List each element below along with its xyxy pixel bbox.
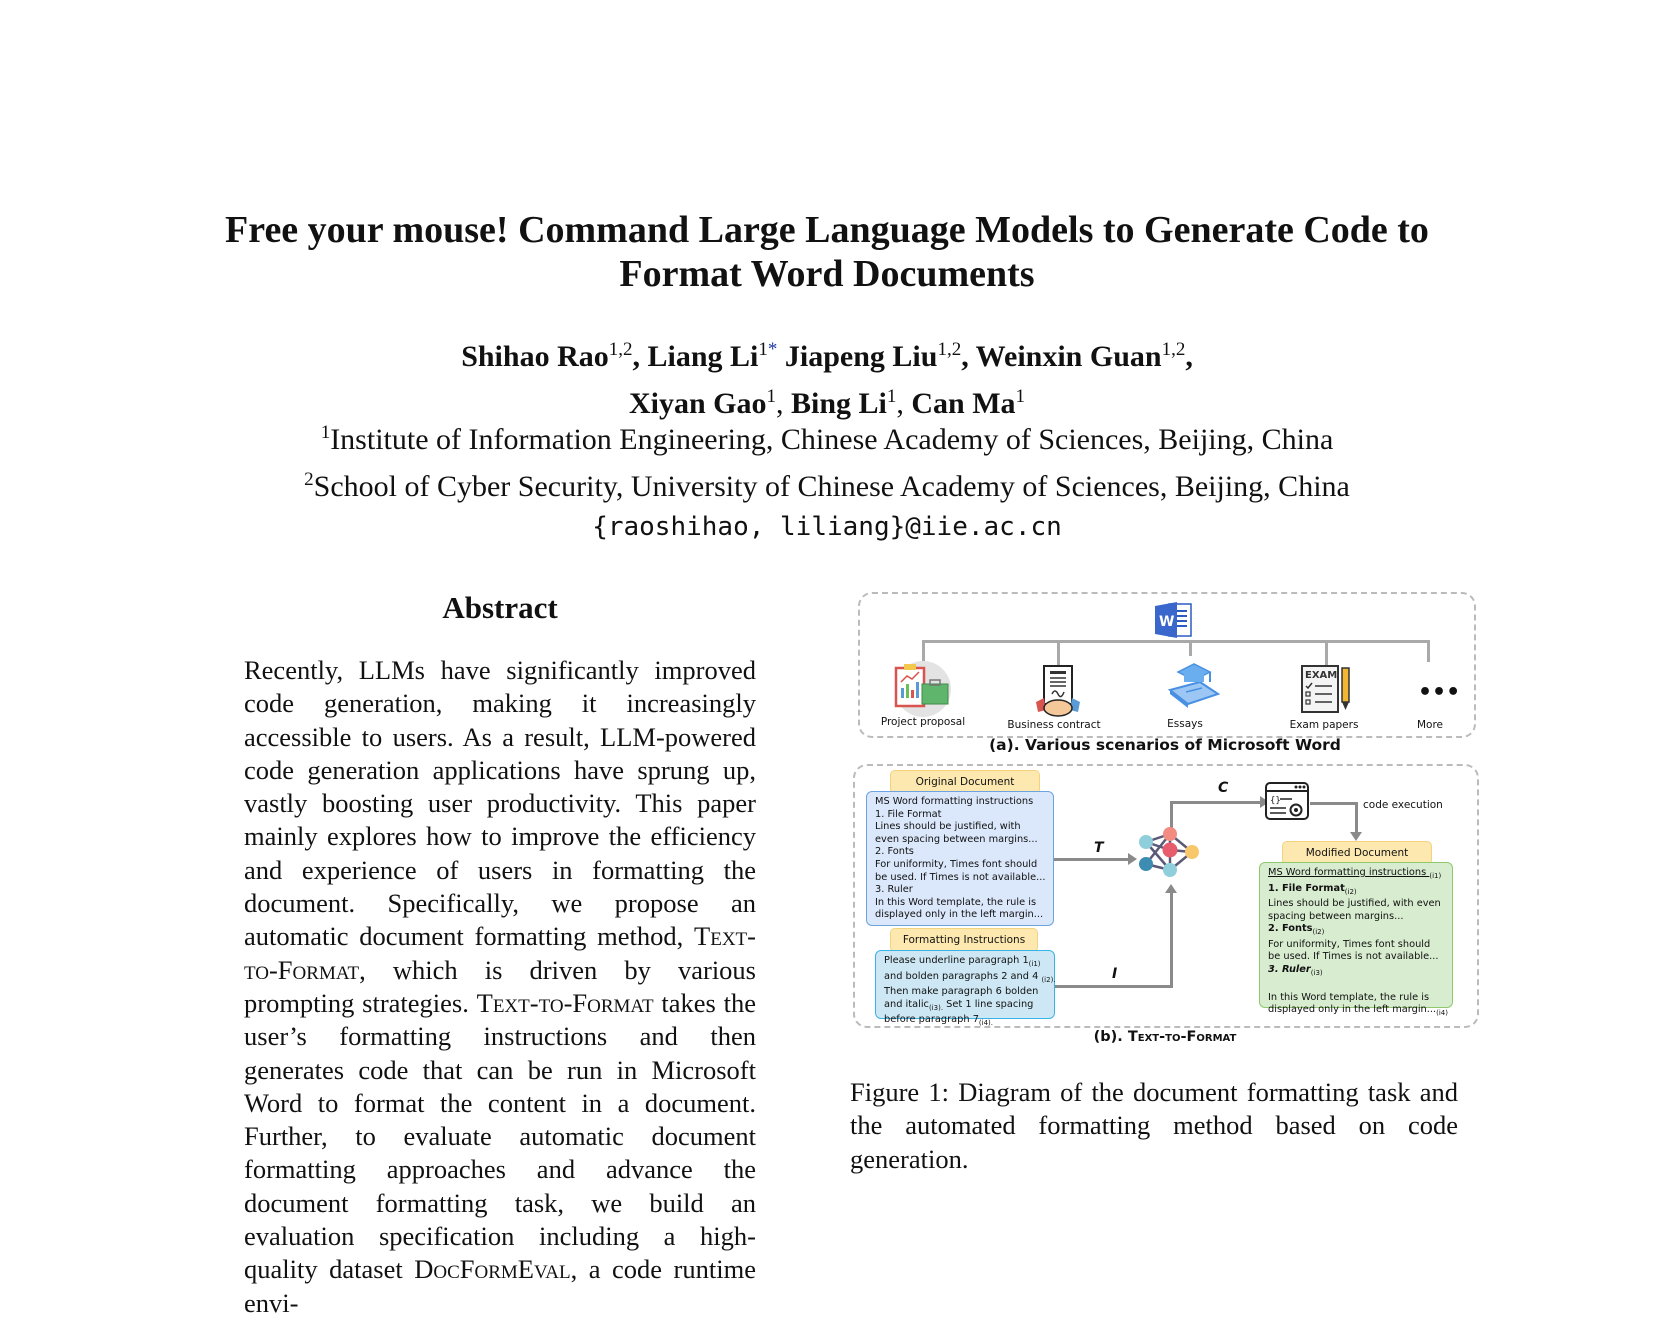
scenario-label: Project proposal: [880, 716, 966, 728]
author-list: Shihao Rao$^{1,2}$, Liang $Li^{1*}$ Jiapeng Liu$^{1,2}$, Weinxin Guan$^{1,2}$, Xiyan Gao$^1$, Bing Li$^1$, Can Ma$^1$: [461, 339, 1193, 420]
tree-branch: [1325, 640, 1328, 666]
scenario-label: Exam papers: [1289, 719, 1359, 731]
modified-document-box: MS Word formatting instructions $_{(i1)}$ 1. File Format$_{(i2)}$ Lines should be justified, with even spacing between margins... 2. Fonts$_{(i2)}$ For uniformity, Times font should be used. If Times is not available... 3. Ruler$_{(i3)}$ In this Word template, the rule is displayed only in the left $margin..._{(i4)}$: [1259, 862, 1453, 1008]
arrow-I: [1170, 893, 1173, 988]
original-document-box: MS Word formatting instructions 1. File Format Lines should be justified, with even spacing between margins... 2. Fonts For uniformity, Times font should be used. If Times is not available... 3. Ruler In this Word template, the rule is displayed only in the left margin...: [866, 791, 1054, 926]
author-name: Xiyan Gao: [628, 387, 767, 420]
method-name: Text-to-Format: [244, 921, 756, 985]
title-line-1: Free your mouse! Command Large Language Models to Generate Code to: [225, 209, 1429, 251]
code-execution-icon: [1264, 781, 1310, 821]
word-icon: [1153, 600, 1193, 640]
tree-connector: [922, 640, 1430, 643]
svg-text:{}: {}: [1270, 796, 1281, 806]
code-execution-label: code execution: [1363, 799, 1443, 811]
dataset-name: DocFormEval: [414, 1254, 571, 1285]
more-icon: •••: [1418, 680, 1461, 705]
method-name: Text-to-Format: [476, 987, 654, 1018]
tree-branch: [1189, 640, 1192, 656]
original-document-label: Original Document: [890, 770, 1040, 794]
arrow-code-execution: [1355, 802, 1358, 834]
formatting-instructions-label: Formatting Instructions: [890, 928, 1038, 952]
author-name: Shihao Rao: [461, 340, 609, 373]
llm-network-icon: [1136, 824, 1204, 890]
svg-text:EXAM: EXAM: [1305, 670, 1338, 681]
panel-b-caption: (b). Text-to-Format: [1093, 1029, 1237, 1045]
author-email[interactable]: {raoshihao, liliang}@iie.ac.cn: [592, 512, 1062, 542]
arrowhead-icon: [1350, 832, 1362, 841]
author-name: Weinxin Guan: [975, 340, 1162, 373]
title-line-2: Format Word Documents: [619, 253, 1035, 295]
svg-text:W: W: [1159, 614, 1175, 630]
panel-a-caption: (a). Various scenarios of Microsoft Word: [989, 736, 1341, 754]
tree-branch: [1057, 640, 1060, 666]
essays-icon: [1160, 660, 1222, 712]
paper-title: [0, 208, 1654, 296]
project-proposal-icon: [890, 660, 956, 718]
arrow-I: [1055, 985, 1173, 988]
scenario-label: Essays: [1167, 718, 1203, 730]
author-name: Can Ma: [911, 387, 1016, 420]
edge-label-T: T: [1094, 840, 1104, 856]
exam-papers-icon: [1298, 664, 1356, 716]
scenario-label: More: [1416, 719, 1444, 731]
modified-document-label: Modified Document: [1282, 841, 1432, 865]
affiliations: [0, 413, 1654, 547]
business-contract-icon: [1034, 664, 1082, 720]
abstract-body: Recently, LLMs have significantly improved code generation, making it increasingly accessible to users. As a result, LLM-powered code generation applications have sprung up, vastly boosting user productivity. This paper mainly explores how to improve the efficiency and experience of users in formatting the document. Specifically, we propose an automatic document formatting method, Text-to-Format, which is driven by various prompting strategies. Text-to-Format takes the user’s formatting instructions and then generates code that can be run in Microsoft Word to format the content in a document. Further, to evaluate automatic document formatting approaches and advance the document formatting task, we build an evaluation specification including a high-quality dataset DocFormEval, a code runtime envi-: [244, 655, 756, 1318]
tree-branch: [922, 640, 925, 662]
scenario-label: Business contract: [1007, 719, 1101, 731]
figure-caption: Figure 1: Diagram of the document formatting task and the automated formatting method based on code generation.: [850, 1077, 1458, 1174]
abstract-heading: Abstract: [442, 590, 558, 625]
edge-label-I: I: [1112, 966, 1118, 982]
arrow-code-execution: [1310, 802, 1358, 805]
edge-label-C: C: [1218, 780, 1229, 796]
corresponding-author-mark[interactable]: *: [767, 339, 778, 360]
affiliation-1: $^1$Institute of Information Engineering, Chinese Academy of Sciences, Beijing, China: [320, 422, 1334, 456]
arrow-T: [1054, 858, 1130, 861]
author-name: Jiapeng Liu: [784, 340, 938, 373]
author-name: Bing Li: [790, 387, 887, 420]
tree-branch: [1427, 640, 1430, 662]
author-name: Liang Li: [647, 340, 759, 373]
formatting-instructions-box: Please underline paragraph $1_{(i1)}$ and bolden paragraphs 2 and 4 $_{(i2).}$ Then make paragraph 6 bolden and italic$_{(i3).}$ Set 1 line spacing before paragraph $7_{(i4).}$: [875, 950, 1055, 1019]
affiliation-2: $^2$School of Cyber Security, University of Chinese Academy of Sciences, Beijing, China: [304, 469, 1350, 503]
arrow-C: [1170, 801, 1262, 804]
